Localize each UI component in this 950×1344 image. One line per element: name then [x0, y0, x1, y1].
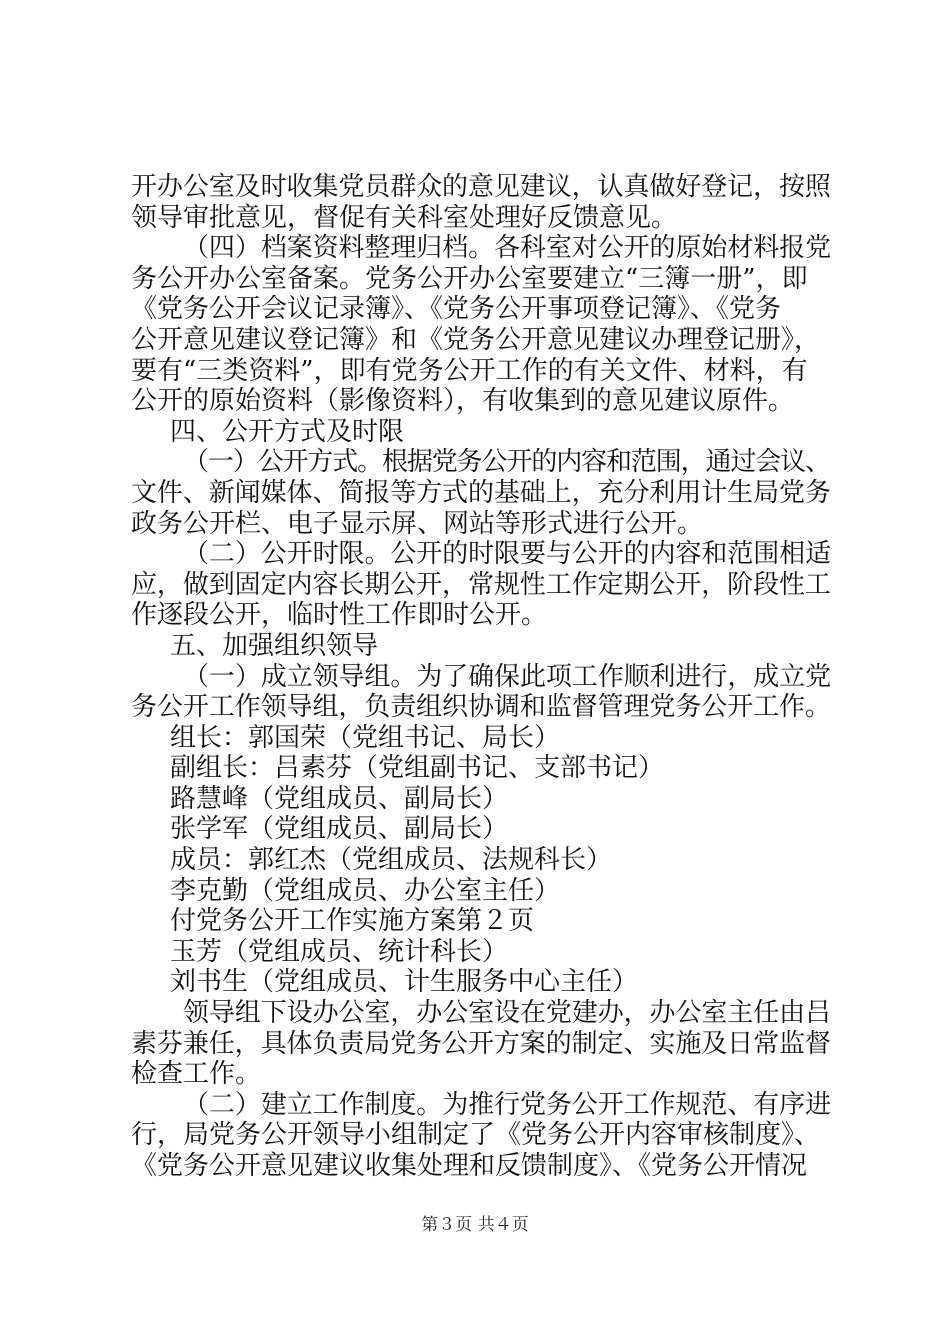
- document-line: 《党务公开意见建议收集处理和反馈制度》、《党务公开情况: [131, 1151, 808, 1181]
- document-line: （二）建立工作制度。为推行党务公开工作规范、有序进: [183, 1089, 831, 1120]
- document-line: 应，做到固定内容长期公开，常规性工作定期公开，阶段性工: [131, 569, 831, 600]
- document-line: 《党务公开会议记录簿》、《党务公开事项登记簿》、《党务: [131, 294, 782, 325]
- document-line: 组长：郭国荣（党组书记、局长）: [170, 722, 561, 753]
- document-line: （四）档案资料整理归档。各科室对公开的原始材料报党: [183, 233, 831, 264]
- document-line: 政务公开栏、电子显示屏、网站等形式进行公开。: [131, 508, 704, 539]
- document-line: 玉芳（党组成员、统计科长）: [170, 936, 509, 967]
- document-body: [131, 172, 831, 1182]
- document-line: 检查工作。: [131, 1059, 262, 1090]
- document-line: 要有“三类资料”，即有党务公开工作的有关文件、材料，有: [131, 355, 808, 386]
- document-line: 务公开工作领导组，负责组织协调和监督管理党务公开工作。: [131, 692, 831, 723]
- document-line: 行，局党务公开领导小组制定了《党务公开内容审核制度》、: [131, 1120, 821, 1151]
- page-footer: 第３页 共４页: [421, 1215, 529, 1235]
- document-line: 李克勤（党组成员、办公室主任）: [170, 875, 561, 906]
- document-line: 四、公开方式及时限: [170, 416, 405, 447]
- document-line: 领导审批意见，督促有关科室处理好反馈意见。: [131, 202, 678, 233]
- document-line: 成员：郭红杰（党组成员、法规科长）: [170, 845, 613, 876]
- document-line: 刘书生（党组成员、计生服务中心主任）: [170, 967, 639, 998]
- document-line: 文件、新闻媒体、简报等方式的基础上，充分利用计生局党务: [131, 477, 831, 508]
- document-line: 务公开办公室备案。党务公开办公室要建立“三簿一册”，即: [131, 263, 808, 294]
- document-line: 张学军（党组成员、副局长）: [170, 814, 509, 845]
- document-line: 五、加强组织领导: [170, 630, 379, 661]
- document-line: 开办公室及时收集党员群众的意见建议，认真做好登记，按照: [131, 172, 831, 202]
- document-line: 领导组下设办公室，办公室设在党建办，办公室主任由吕: [183, 998, 831, 1029]
- document-line: 付党务公开工作实施方案第２页: [170, 906, 535, 937]
- document-line: 素芬兼任，具体负责局党务公开方案的制定、实施及日常监督: [131, 1028, 831, 1059]
- document-line: （一）成立领导组。为了确保此项工作顺利进行，成立党: [183, 661, 831, 692]
- document-line: 副组长：吕素芬（党组副书记、支部书记）: [170, 753, 665, 784]
- document-line: 作逐段公开，临时性工作即时公开。: [131, 600, 548, 631]
- document-line: 公开的原始资料（影像资料），有收集到的意见建议原件。: [131, 386, 795, 417]
- document-line: 公开意见建议登记簿》和《党务公开意见建议办理登记册》，: [131, 324, 821, 355]
- document-line: （二）公开时限。公开的时限要与公开的内容和范围相适: [183, 539, 831, 570]
- document-line: 路慧峰（党组成员、副局长）: [170, 783, 509, 814]
- document-line: （一）公开方式。根据党务公开的内容和范围，通过会议、: [183, 447, 830, 478]
